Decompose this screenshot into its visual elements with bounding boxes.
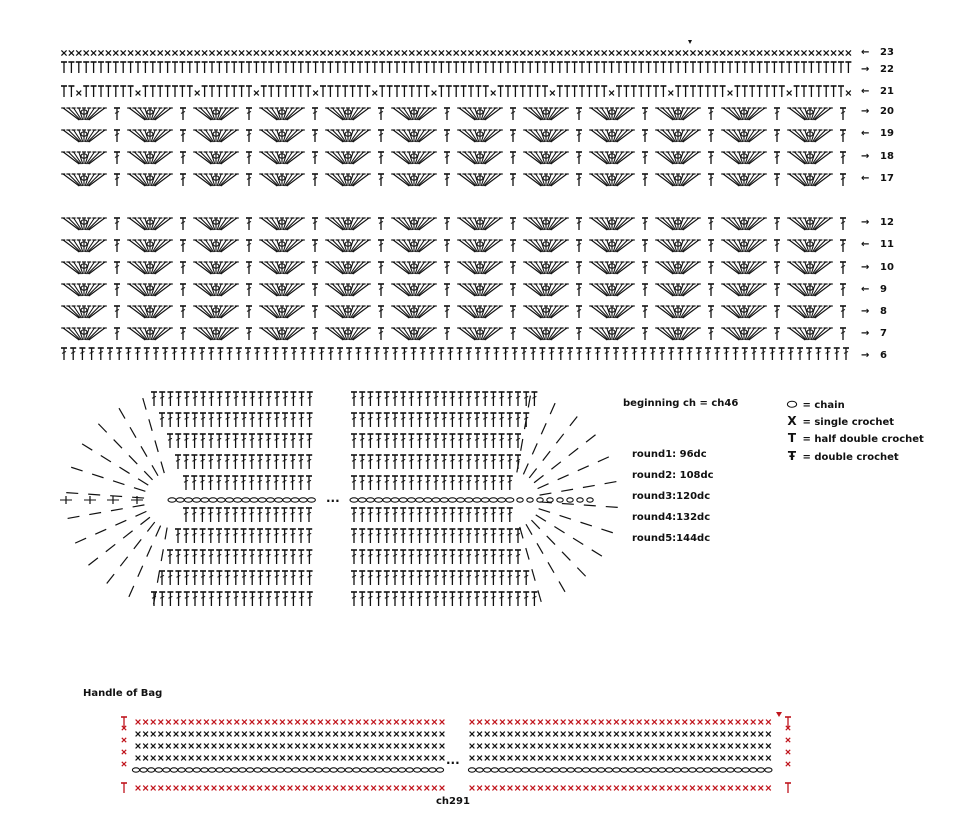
fan-row bbox=[61, 174, 846, 186]
row-direction-arrow: → bbox=[861, 64, 870, 75]
beginning-chain-label: beginning ch = ch46 bbox=[623, 398, 739, 409]
base-gap-marker: ··· bbox=[326, 494, 340, 508]
single-crochet-symbol-icon: X bbox=[787, 414, 797, 428]
legend-double bbox=[785, 449, 899, 463]
row-number: 18 bbox=[880, 151, 894, 162]
row-number: 20 bbox=[880, 106, 894, 117]
fan-row bbox=[61, 130, 846, 142]
legend-half-double-label: = half double crochet bbox=[802, 434, 924, 445]
row-direction-arrow: → bbox=[861, 328, 870, 339]
row-22-stitches bbox=[61, 62, 851, 73]
handle-title: Handle of Bag bbox=[83, 688, 163, 699]
row-direction-arrow: → bbox=[861, 151, 870, 162]
row-number: 22 bbox=[880, 64, 894, 75]
fan-row bbox=[61, 240, 846, 252]
chain-symbol-icon: ⬭ bbox=[786, 397, 798, 411]
row-number: 12 bbox=[880, 217, 894, 228]
fan-row bbox=[61, 284, 846, 296]
row-direction-arrow: ← bbox=[861, 173, 870, 184]
handle-chain-label: ch291 bbox=[436, 796, 470, 807]
row-number: 17 bbox=[880, 173, 894, 184]
row-23-stitches bbox=[61, 40, 851, 56]
row-direction-arrow: ← bbox=[861, 86, 870, 97]
row-number: 21 bbox=[880, 86, 894, 97]
row-direction-arrow: → bbox=[861, 262, 870, 273]
row-direction-arrow: → bbox=[861, 106, 870, 117]
fan-row bbox=[61, 108, 846, 120]
legend-chain-label: = chain bbox=[802, 400, 845, 411]
row-direction-arrow: ← bbox=[861, 284, 870, 295]
legend-chain bbox=[785, 397, 845, 412]
row-number: 10 bbox=[880, 262, 894, 273]
legend-double-label: = double crochet bbox=[802, 452, 899, 463]
legend-half-double bbox=[785, 431, 924, 445]
row-direction-arrow: → bbox=[861, 306, 870, 317]
row-6-stitches bbox=[61, 348, 849, 360]
double-crochet-symbol-icon: Ŧ bbox=[787, 449, 797, 463]
round-label: round4:132dc bbox=[632, 512, 711, 523]
row-direction-arrow: ← bbox=[861, 128, 870, 139]
row-number: 8 bbox=[880, 306, 887, 317]
row-direction-arrow: → bbox=[861, 350, 870, 361]
row-direction-arrow: ← bbox=[861, 239, 870, 250]
row-number: 7 bbox=[880, 328, 887, 339]
row-number: 9 bbox=[880, 284, 887, 295]
row-number: 19 bbox=[880, 128, 894, 139]
half-double-crochet-symbol-icon: T bbox=[787, 431, 797, 445]
row-direction-arrow: → bbox=[861, 217, 870, 228]
fan-row bbox=[61, 306, 846, 318]
round-label: round3:120dc bbox=[632, 491, 711, 502]
row-number: 11 bbox=[880, 239, 894, 250]
row-21-stitches bbox=[61, 86, 851, 97]
fan-row bbox=[61, 262, 846, 274]
row-number: 23 bbox=[880, 47, 894, 58]
legend-single-label: = single crochet bbox=[802, 417, 895, 428]
fan-row bbox=[61, 218, 846, 230]
legend-single bbox=[785, 414, 894, 428]
row-number: 6 bbox=[880, 350, 887, 361]
round-label: round1: 96dc bbox=[632, 449, 707, 460]
fan-row bbox=[61, 328, 846, 340]
handle-stitches bbox=[121, 712, 791, 793]
fan-row bbox=[61, 152, 846, 164]
handle-gap-marker: ··· bbox=[446, 756, 460, 770]
round-label: round5:144dc bbox=[632, 533, 711, 544]
row-direction-arrow: ← bbox=[861, 47, 870, 58]
round-label: round2: 108dc bbox=[632, 470, 714, 481]
